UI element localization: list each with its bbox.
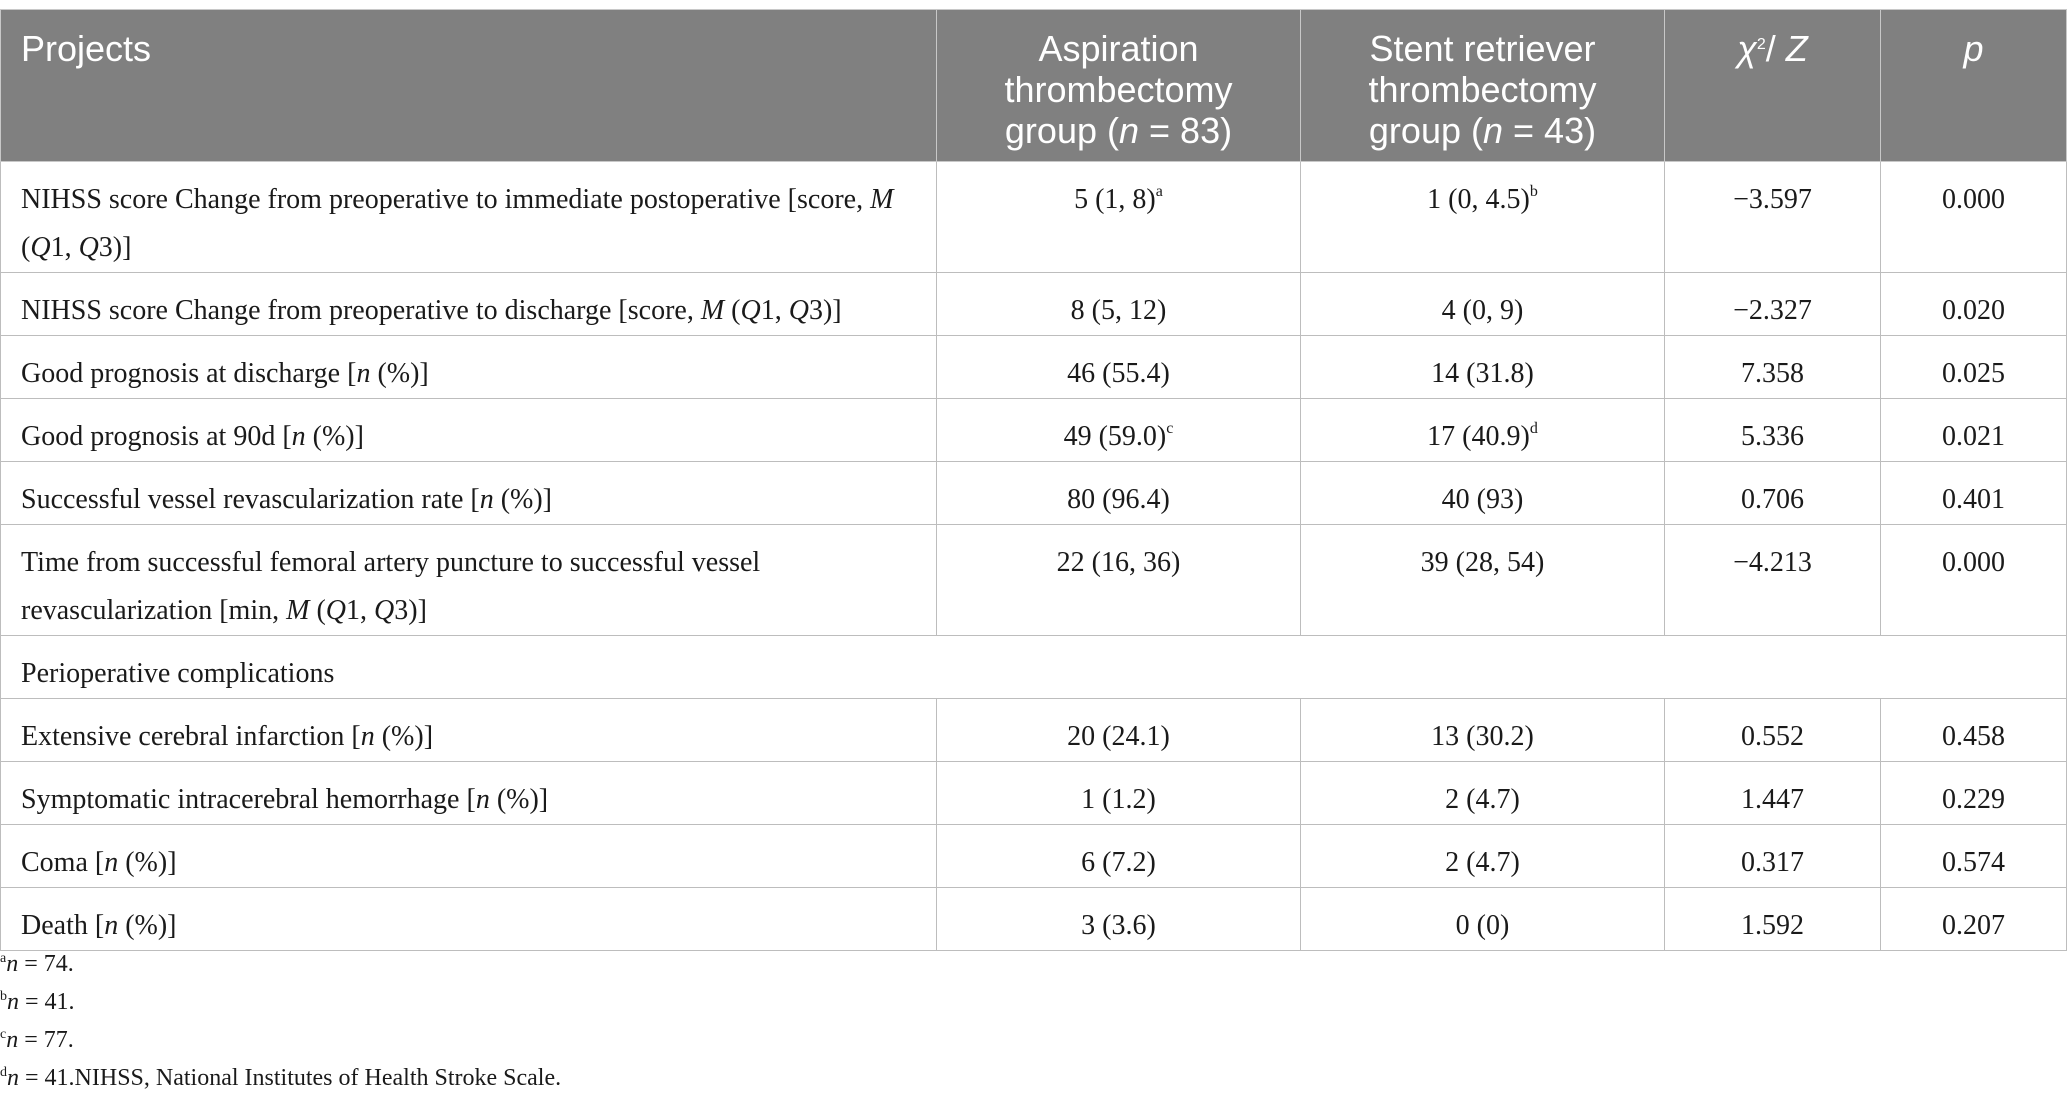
header-stent-line3b: = 43): [1503, 110, 1597, 151]
header-aspiration-line2: thrombectomy: [1004, 69, 1233, 110]
header-z: Z: [1785, 28, 1808, 69]
row-label-text: NIHSS score Change from preoperative to discharge [score,: [21, 295, 701, 326]
table-row: [1, 336, 2067, 399]
stent-value: 4 (0, 9): [1301, 273, 1665, 336]
row-label-text: NIHSS score Change from preoperative to immediate postoperative [score,: [21, 184, 871, 215]
row-label-var: M: [870, 184, 894, 215]
table-row: [1, 399, 2067, 462]
p-value: 0.000: [1881, 162, 2067, 273]
table-row: [1, 525, 2067, 636]
statistic-value: 5.336: [1665, 399, 1881, 462]
statistic-value: 1.447: [1665, 762, 1881, 825]
row-label-text: (: [21, 232, 31, 263]
row-label-text: Time from successful femoral artery puncture to successful vessel revascularization [min,: [21, 547, 761, 626]
statistic-value: −2.327: [1665, 273, 1881, 336]
results-table: [0, 9, 2067, 951]
footnote-var: n: [7, 1065, 19, 1091]
statistic-value: 0.552: [1665, 699, 1881, 762]
stent-value: 40 (93): [1301, 462, 1665, 525]
header-aspiration-n: n: [1118, 110, 1140, 151]
stent-value: 2 (4.7): [1301, 825, 1665, 888]
row-label-var: n: [356, 358, 371, 389]
row-label-text: (%)]: [489, 784, 549, 815]
p-value: 0.025: [1881, 336, 2067, 399]
row-label-text: (%)]: [374, 721, 434, 752]
table-row: [1, 462, 2067, 525]
footnote-mark: d: [0, 1065, 7, 1080]
footnote-mark: d: [1529, 420, 1538, 437]
footnote-text: = 41.NIHSS, National Institutes of Health Stroke Scale.: [19, 1065, 562, 1091]
footnote-mark: c: [0, 1027, 7, 1042]
aspiration-value: 22 (16, 36): [937, 525, 1301, 636]
p-value: 0.020: [1881, 273, 2067, 336]
statistic-value: 0.706: [1665, 462, 1881, 525]
row-label: [1, 462, 937, 525]
header-statistic: [1665, 10, 1881, 162]
section-row: [1, 636, 2067, 699]
p-value: 0.000: [1881, 525, 2067, 636]
row-label-var: n: [104, 847, 119, 878]
header-stent-group: [1301, 10, 1665, 162]
aspiration-value-text: 5 (1, 8): [1074, 184, 1156, 215]
statistic-value: 1.592: [1665, 888, 1881, 951]
row-label: [1, 336, 937, 399]
footnotes: [0, 945, 561, 1097]
p-value: 0.021: [1881, 399, 2067, 462]
row-label: [1, 762, 937, 825]
footnote-text: = 77.: [18, 1027, 74, 1053]
row-label-text: 3)]: [98, 232, 132, 263]
stent-value: 14 (31.8): [1301, 336, 1665, 399]
footnote-var: n: [6, 1027, 19, 1053]
row-label-text: (%)]: [118, 847, 177, 878]
footnote-text: = 74.: [18, 951, 74, 977]
header-aspiration-group: [937, 10, 1301, 162]
row-label: [1, 699, 937, 762]
footnote-mark: a: [0, 951, 7, 966]
header-stent-line2: thrombectomy: [1368, 69, 1597, 110]
row-label-text: Death [: [21, 910, 105, 941]
header-projects: Projects: [1, 10, 937, 162]
row-label-text: Extensive cerebral infarction [: [21, 721, 361, 752]
aspiration-value-text: 49 (59.0): [1063, 421, 1167, 452]
section-label: Perioperative complications: [1, 636, 2067, 699]
header-stent-n: n: [1482, 110, 1504, 151]
statistic-value: −3.597: [1665, 162, 1881, 273]
header-aspiration-line1: Aspiration: [1038, 28, 1199, 69]
row-label-var: Q: [325, 595, 347, 626]
row-label-text: (: [309, 595, 326, 626]
header-stent-line3a: group (: [1368, 110, 1483, 151]
row-label-text: Coma [: [21, 847, 105, 878]
statistic-value: 7.358: [1665, 336, 1881, 399]
stent-value: 0 (0): [1301, 888, 1665, 951]
aspiration-value: 80 (96.4): [937, 462, 1301, 525]
row-label: [1, 273, 937, 336]
table-row: [1, 825, 2067, 888]
row-label-text: (%)]: [118, 910, 177, 941]
stent-value-text: 17 (40.9): [1427, 421, 1530, 452]
table-row: [1, 888, 2067, 951]
footnote: [0, 945, 561, 983]
stent-value: [1301, 162, 1665, 273]
row-label-text: Good prognosis at 90d [: [21, 421, 292, 452]
row-label-text: Good prognosis at discharge [: [21, 358, 357, 389]
header-chi: χ: [1737, 28, 1757, 69]
footnote-var: n: [6, 951, 19, 977]
row-label-var: n: [291, 421, 306, 452]
header-p-value: [1881, 10, 2067, 162]
row-label-var: Q: [788, 295, 809, 326]
row-label-text: 3)]: [808, 295, 842, 326]
header-p: p: [1963, 28, 1984, 69]
row-label: [1, 888, 937, 951]
aspiration-value: [937, 162, 1301, 273]
footnote: [0, 1021, 561, 1059]
row-label-var: Q: [740, 295, 761, 326]
footnote-mark: b: [1529, 183, 1538, 200]
stent-value: 39 (28, 54): [1301, 525, 1665, 636]
row-label: [1, 399, 937, 462]
row-label-text: (%)]: [493, 484, 552, 515]
row-label: [1, 162, 937, 273]
p-value: 0.229: [1881, 762, 2067, 825]
footnote: [0, 1059, 561, 1097]
stent-value: 13 (30.2): [1301, 699, 1665, 762]
header-aspiration-line3b: = 83): [1139, 110, 1233, 151]
p-value: 0.458: [1881, 699, 2067, 762]
row-label-var: n: [479, 484, 494, 515]
row-label-var: M: [286, 595, 310, 626]
p-value: 0.574: [1881, 825, 2067, 888]
table-row: [1, 699, 2067, 762]
footnote-var: n: [7, 989, 19, 1015]
footnote-mark: b: [0, 989, 7, 1004]
aspiration-value: 6 (7.2): [937, 825, 1301, 888]
header-aspiration-line3a: group (: [1004, 110, 1119, 151]
row-label-text: 3)]: [394, 595, 427, 626]
statistic-value: −4.213: [1665, 525, 1881, 636]
statistic-value: 0.317: [1665, 825, 1881, 888]
stent-value: 2 (4.7): [1301, 762, 1665, 825]
footnote-mark: c: [1166, 420, 1174, 437]
stent-value-text: 1 (0, 4.5): [1427, 184, 1530, 215]
row-label-var: Q: [78, 232, 99, 263]
row-label-text: Symptomatic intracerebral hemorrhage [: [21, 784, 476, 815]
row-label-var: M: [700, 295, 725, 326]
table-row: [1, 162, 2067, 273]
header-chi-sup: 2: [1756, 36, 1766, 53]
row-label: [1, 825, 937, 888]
aspiration-value: 8 (5, 12): [937, 273, 1301, 336]
row-label-text: 1,: [346, 595, 375, 626]
row-label-var: Q: [374, 595, 395, 626]
aspiration-value: [937, 399, 1301, 462]
row-label-text: (%)]: [370, 358, 429, 389]
row-label-text: (%)]: [305, 421, 364, 452]
row-label-var: Q: [30, 232, 51, 263]
footnote-mark: a: [1155, 183, 1163, 200]
row-label-var: n: [475, 784, 490, 815]
table-row: [1, 273, 2067, 336]
p-value: 0.401: [1881, 462, 2067, 525]
aspiration-value: 46 (55.4): [937, 336, 1301, 399]
footnote-text: = 41.: [19, 989, 75, 1015]
footnote: [0, 983, 561, 1021]
aspiration-value: 1 (1.2): [937, 762, 1301, 825]
stent-value: [1301, 399, 1665, 462]
header-slash: /: [1765, 28, 1786, 69]
p-value: 0.207: [1881, 888, 2067, 951]
table-row: [1, 762, 2067, 825]
aspiration-value: 20 (24.1): [937, 699, 1301, 762]
row-label-text: 1,: [760, 295, 789, 326]
aspiration-value: 3 (3.6): [937, 888, 1301, 951]
row-label-text: (: [724, 295, 741, 326]
row-label: [1, 525, 937, 636]
row-label-text: 1,: [50, 232, 79, 263]
header-row: [1, 10, 2067, 162]
row-label-var: n: [360, 721, 375, 752]
header-stent-line1: Stent retriever: [1369, 28, 1596, 69]
row-label-var: n: [104, 910, 119, 941]
row-label-text: Successful vessel revascularization rate [: [21, 484, 480, 515]
